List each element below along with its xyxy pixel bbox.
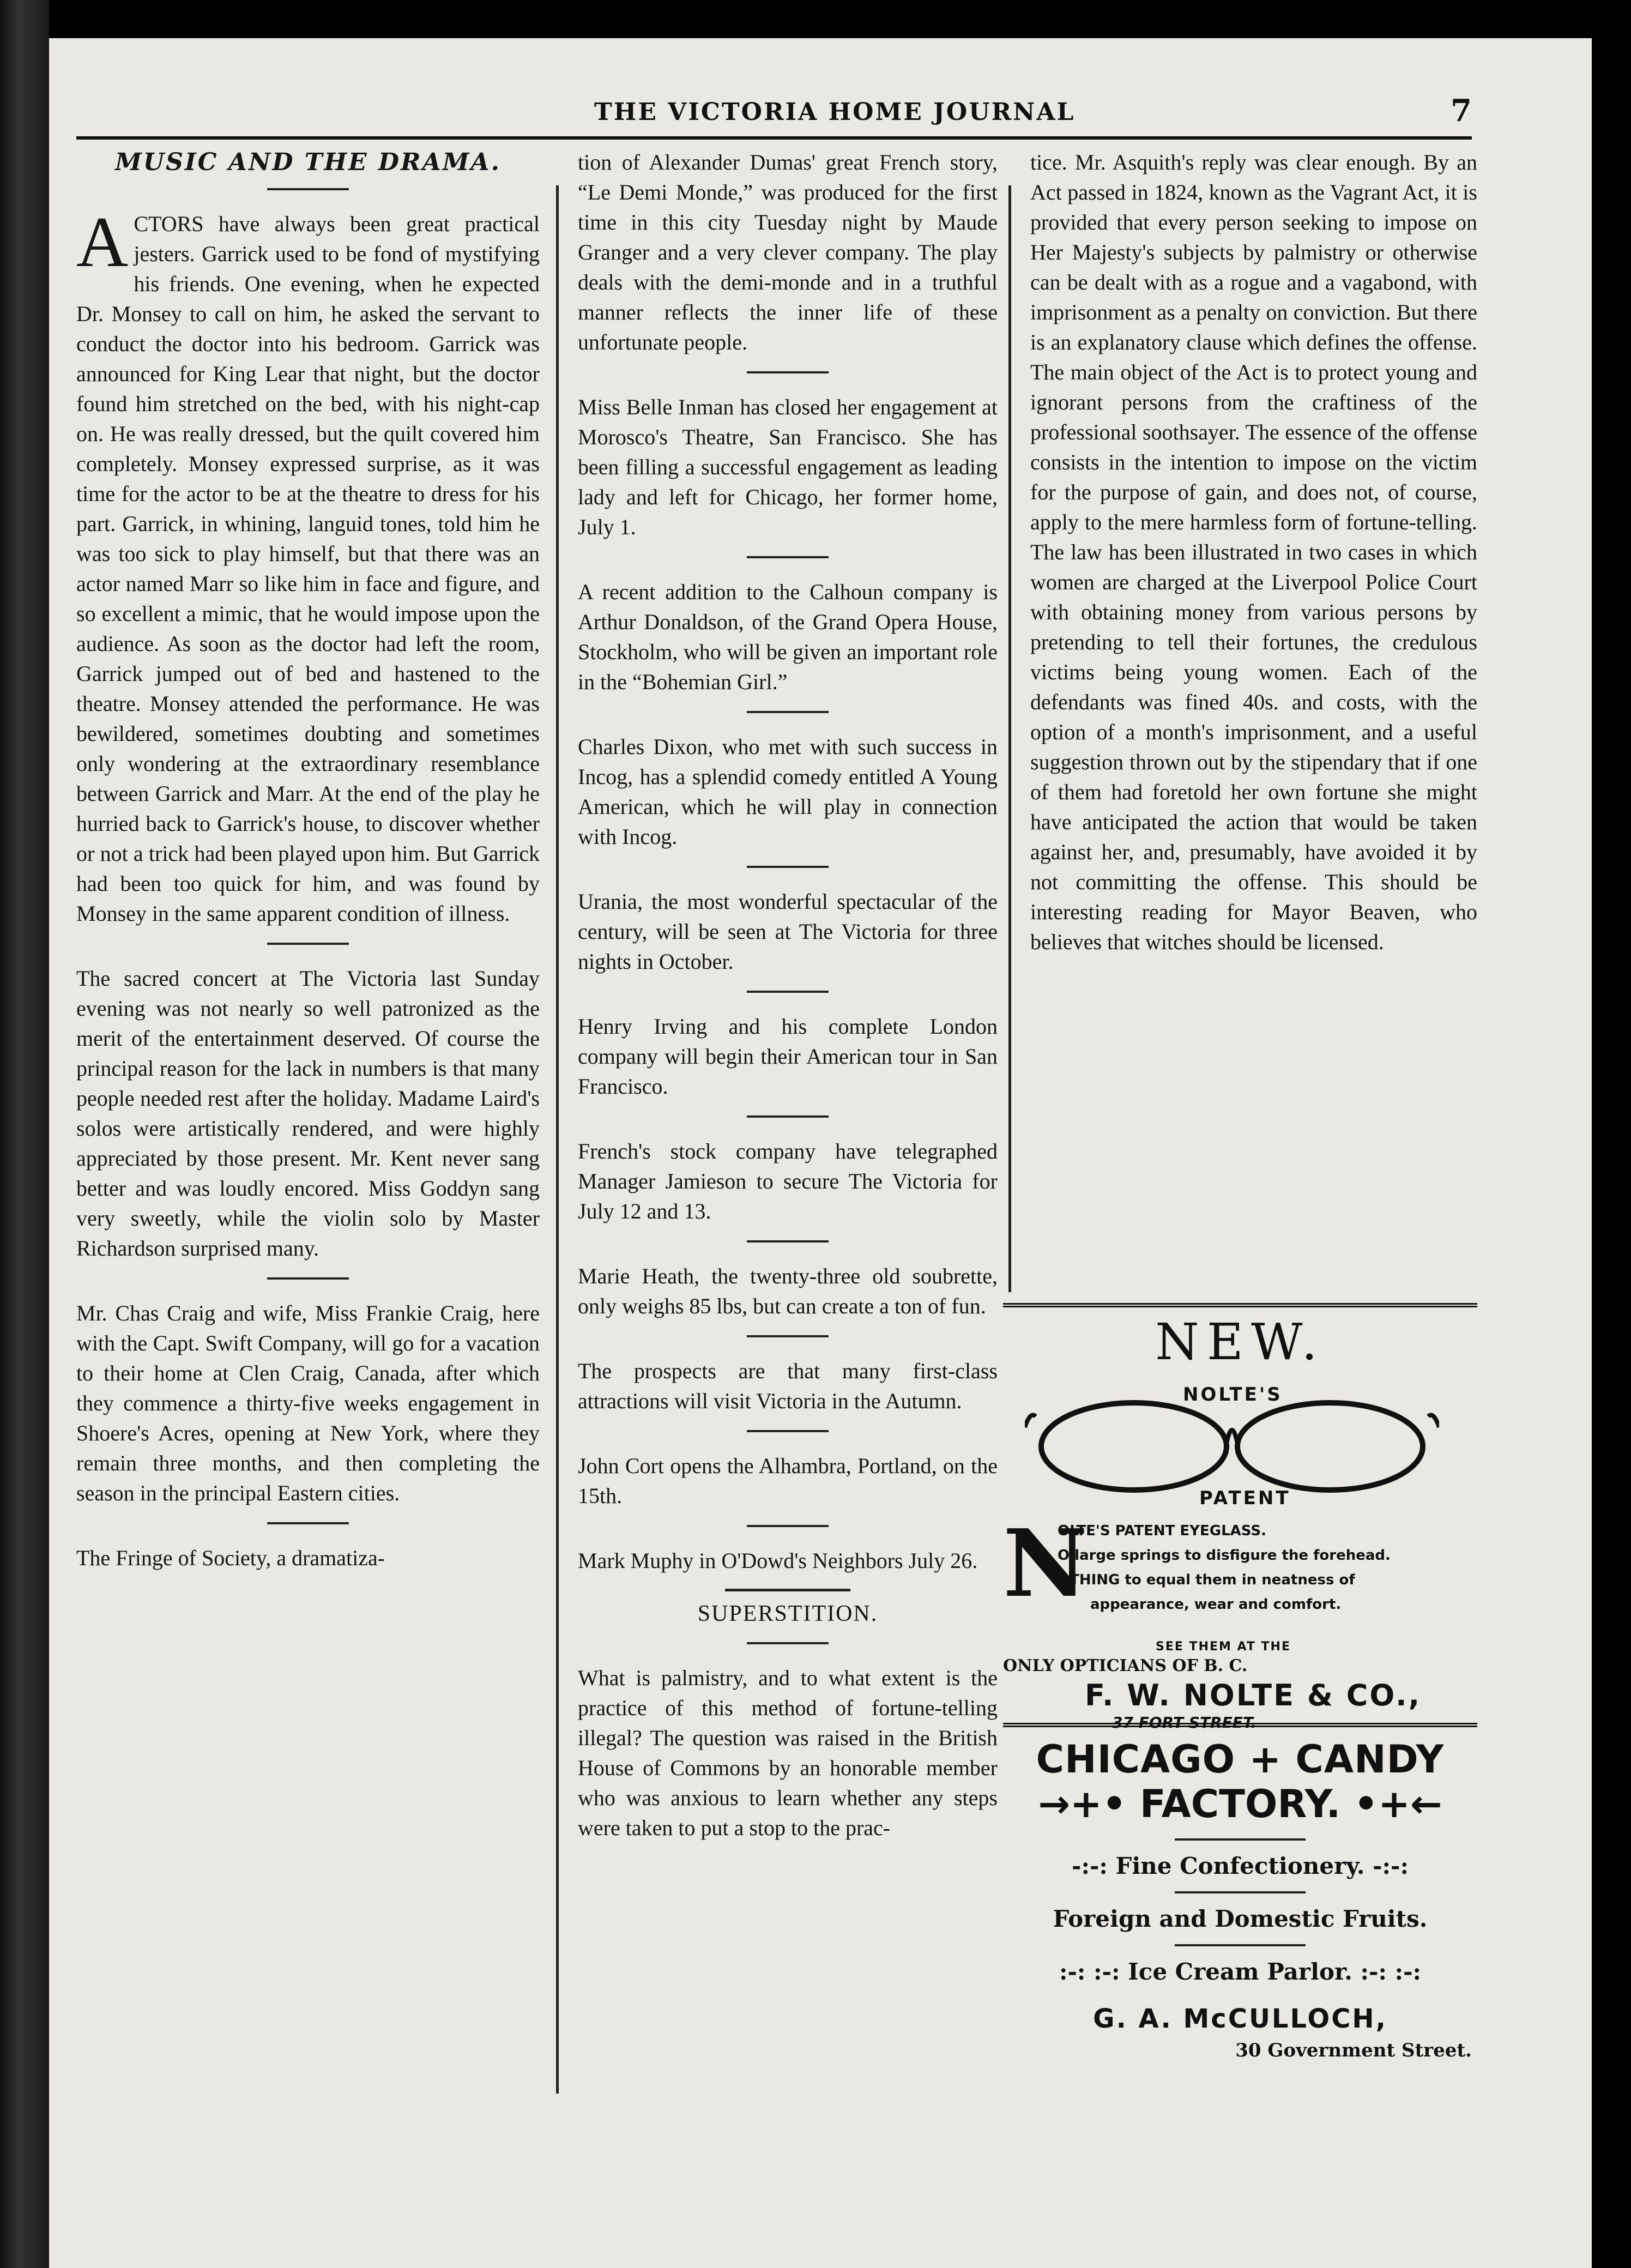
article-paragraph: Mr. Chas Craig and wife, Miss Frankie Craig, here with the Capt. Swift Company, will go for a vacation to their home at Clen Craig, Canada, after which they commence a thirty-five weeks engagement in Shoere's Acres, opening at New York, where they remain three months, and then completing the season in the principal Eastern cities. [76, 1301, 540, 1505]
article-paragraph: tice. Mr. Asquith's reply was clear enough. By an Act passed in 1824, known as the Vagrant Act, it is provided that every person seeking to impose on Her Majesty's subjects by palmistry or otherwise can be dealt with as a rogue and a vagabond, with imprisonment as a penalty on conviction. But there is an explanatory clause which defines the offense. The main object of the Act is to protect young and ignorant persons from the craftiness of the professional soothsayer. The essence of the offense consists in the intention to impose on the victim for the purpose of gain, and does not, of course, apply to the mere harmless form of fortune-telling. The law has been illustrated in two cases in which women are charged at the Liverpool Police Court with obtaining money from various persons by pretending to tell their fortunes, the credulous victims being young women. Each of the defendants was fined 40s. and costs, with the option of a month's imprisonment, and a useful suggestion thrown out by the stipendary that if one of them had foretold her own fortune she might have anticipated the action that would be taken against her, and, presumably, have avoided it by not committing the offense. This should be interesting reading for Mayor Beaven, who believes that witches should be licensed. [1030, 150, 1477, 954]
separator [1175, 1944, 1306, 1946]
article-paragraph: Miss Belle Inman has closed her engagement at Morosco's Theatre, San Francisco. She has been filling a successful engagement as leading lady and left for Chicago, her former home, July 1. [578, 395, 998, 539]
separator [747, 1115, 829, 1118]
separator [267, 1277, 349, 1280]
ad-new-banner: NEW. [1155, 1313, 1325, 1371]
article-paragraph: Henry Irving and his complete London company will begin their American tour in San Francisco. [578, 1014, 998, 1099]
column-1 [76, 147, 540, 2110]
separator [747, 1642, 829, 1644]
ad-candy-street: 30 Government Street. [1235, 2040, 1472, 2061]
article-paragraph: Marie Heath, the twenty-three old soubrette, only weighs 85 lbs, but can create a ton of fun. [578, 1264, 998, 1318]
ad-initial-letter: N [1003, 1509, 1088, 1618]
separator [1175, 1891, 1306, 1893]
separator [747, 991, 829, 993]
column-rule-2 [1008, 185, 1011, 1292]
section-heading: MUSIC AND THE DRAMA. [115, 148, 501, 176]
ad-line: O large springs to disfigure the forehead. [1058, 1547, 1391, 1564]
ad-line: OTHING to equal them in neatness of [1058, 1572, 1355, 1588]
article-paragraph: John Cort opens the Alhambra, Portland, on the 15th. [578, 1453, 998, 1508]
article-paragraph: Mark Muphy in O'Dowd's Neighbors July 26. [578, 1548, 978, 1573]
article-paragraph: Charles Dixon, who met with such success in Incog, has a splendid comedy entitled A Young American, which he will play in connection with Incog. [578, 734, 998, 849]
ad-patent-label: PATENT [1199, 1487, 1291, 1509]
ad-line: OLTE'S PATENT EYEGLASS. [1058, 1523, 1266, 1539]
article-paragraph [76, 202, 540, 928]
article-paragraph: French's stock company have telegraphed Manager Jamieson to secure The Victoria for July 12 and 13. [578, 1139, 998, 1223]
ad-line: appearance, wear and comfort. [1090, 1596, 1342, 1613]
separator [747, 371, 829, 373]
ad-see-them: SEE THEM AT THE [1156, 1640, 1291, 1654]
separator [747, 556, 829, 558]
ad-candy-item: :-: :-: Ice Cream Parlor. :-: :-: [1059, 1958, 1422, 1985]
article-paragraph: What is palmistry, and to what extent is the practice of this method of fortune-telling illegal? The question was raised in the British House of Commons by an honorable member who was anxious to learn whether any steps were taken to put a stop to the prac- [578, 1666, 998, 1840]
separator [747, 1430, 829, 1432]
ad-candy-item: Foreign and Domestic Fruits. [1053, 1905, 1428, 1932]
column-2 [578, 147, 998, 2110]
separator [267, 1522, 349, 1524]
separator [747, 866, 829, 868]
article-paragraph: The Fringe of Society, a dramatiza- [76, 1546, 385, 1570]
paragraph-text: CTORS have always been great practical jesters. Garrick used to be fond of mystifying his friends. One evening, when he expected Dr. Monsey to call on him, he asked the servant to conduct the doctor into his bedroom. Garrick was announced for King Lear that night, but the doctor found him stretched on the bed, with his night-cap on. He was really dressed, but the quilt covered him completely. Monsey expressed surprise, as it was time for the actor to be at the theatre to dress for his part. Garrick, in whining, languid tones, told him he was too sick to play himself, but that there was an actor named Marr so like him in face and figure, and so excellent a mimic, that he would impose upon the audience. As soon as the doctor had left the room, Garrick jumped out of bed and hastened to the theatre. Monsey attended the performance. He was bewildered, sometimes doubting and sometimes only wondering at the extraordinary resemblance between Garrick and Marr. At the end of the play he hurried back to Garrick's house, to discover whether or not a trick had been played upon him. But Garrick had been too quick for him, and was found by Monsey in the same apparent condition of illness. [76, 212, 540, 926]
separator [747, 1240, 829, 1242]
ad-candy-title: CHICAGO + CANDY [1036, 1737, 1445, 1782]
separator [267, 943, 349, 945]
ad-candy-factory: →+• FACTORY. •+← [1038, 1782, 1442, 1826]
article-subheading: SUPERSTITION. [697, 1601, 878, 1626]
nolte-advertisement [1003, 1303, 1477, 1732]
ad-address: 37 FORT STREET. [1112, 1714, 1257, 1732]
column-3 [1030, 147, 1477, 1319]
page-header [76, 93, 1472, 140]
column-rule-1 [556, 185, 559, 2094]
newspaper-title: THE VICTORIA HOME JOURNAL [594, 98, 1076, 126]
separator [267, 188, 349, 190]
article-paragraph: A recent addition to the Calhoun company is Arthur Donaldson, of the Grand Opera House, Stockholm, who will be given an important role in the “Bohemian Girl.” [578, 580, 998, 694]
ad-candy-owner: G. A. McCULLOCH, [1093, 2004, 1387, 2034]
separator [747, 1335, 829, 1337]
book-spine [0, 0, 49, 2268]
ad-candy-item: -:-: Fine Confectionery. -:-: [1072, 1853, 1409, 1879]
separator [1175, 1838, 1306, 1841]
ad-only-opticians: ONLY OPTICIANS OF B. C. [1003, 1656, 1248, 1675]
ad-firm-name: F. W. NOLTE & CO., [1085, 1678, 1422, 1712]
article-paragraph: tion of Alexander Dumas' great French story, “Le Demi Monde,” was produced for the first time in this city Tuesday night by Maude Granger and a very clever company. The play deals with the demi-monde and in a truthful manner reflects the inner life of these unfortunate people. [578, 150, 998, 354]
page-number: 7 [1451, 93, 1472, 129]
separator [747, 1525, 829, 1527]
article-paragraph: The sacred concert at The Victoria last Sunday evening was not nearly so well patronized as the merit of the entertainment deserved. Of course the principal reason for the lack in numbers is that many people needed rest after the holiday. Madame Laird's solos were artistically rendered, and were highly appreciated by those present. Mr. Kent never sang better and was loudly encored. Miss Goddyn sang very sweetly, while the violin solo by Master Richardson surprised many. [76, 966, 540, 1260]
heading-rule [725, 1589, 850, 1591]
ad-brand-arc: NOLTE'S [1183, 1384, 1283, 1406]
candy-advertisement [1003, 1723, 1477, 2152]
article-paragraph: Urania, the most wonderful spectacular of the century, will be seen at The Victoria for three nights in October. [578, 889, 998, 974]
drop-cap: A [76, 202, 129, 282]
eyeglasses-icon [1025, 1395, 1439, 1498]
article-paragraph: The prospects are that many first-class attractions will visit Victoria in the Autumn. [578, 1359, 998, 1413]
separator [747, 711, 829, 713]
